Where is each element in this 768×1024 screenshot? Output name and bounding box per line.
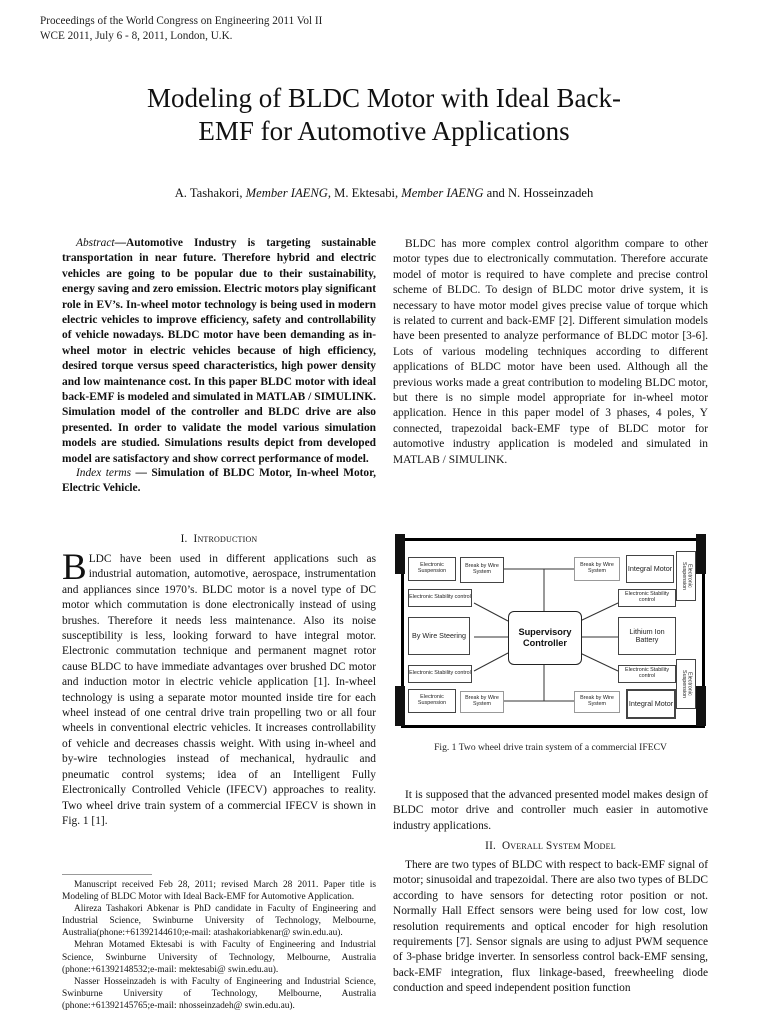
conference-line: WCE 2011, July 6 - 8, 2011, London, U.K. xyxy=(40,29,233,42)
footnote-manuscript: Manuscript received Feb 28, 2011; revised March 28 2011. Paper title is Modeling of BLDC Motor with Ideal Back-EMF for Automotive Application. xyxy=(62,880,376,903)
right-paragraph-3: There are two types of BLDC with respect to back-EMF signal of motor; sinusoidal and trapezoidal. There are also two types of BLDC according to have sensors for detecting rotor position or not. Normally Hall Effect sensors were being used for low cost, low resolution requirements and optical encoder for high resolution requirements [7]. Sensor signals are using to adjust PWM sequence of 3-phase bridge inverter. In sensorless control back-EMF sensing, back-EMF integration, flux linkage-based, freewheeling diode conduction and speed independent position function xyxy=(393,859,708,995)
abstract xyxy=(62,236,376,467)
title-line-2: EMF for Automotive Applications xyxy=(198,116,570,146)
right-paragraph-2: It is supposed that the advanced presented model makes design of BLDC motor drive and controller much easier in automotive industry applications. xyxy=(393,789,708,832)
lithium-ion-battery: Lithium Ion Battery xyxy=(618,617,676,655)
integral-motor-bottom: Integral Motor xyxy=(626,689,676,719)
break-by-wire-top-left: Break by Wire System xyxy=(460,557,504,583)
supervisory-controller: Supervisory Controller xyxy=(508,611,582,665)
break-by-wire-top-right: Break by Wire System xyxy=(574,557,620,581)
author-3: and N. Hosseinzadeh xyxy=(483,186,594,200)
title-line-1: Modeling of BLDC Motor with Ideal Back- xyxy=(147,83,621,113)
figure-1-caption: Fig. 1 Two wheel drive train system of a commercial IFECV xyxy=(434,742,667,753)
section-1-heading xyxy=(62,533,376,545)
author-2-membership: Member IAENG xyxy=(401,186,484,200)
footnote-rule xyxy=(62,874,152,875)
author-1: A. Tashakori, xyxy=(174,186,243,200)
stability-control-top-right: Electronic Stability control xyxy=(618,589,676,607)
section-1-title: Introduction xyxy=(193,533,258,545)
section-2-title: Overall System Model xyxy=(502,840,616,852)
wheel-front-left xyxy=(395,534,405,574)
footnote-author-2: Mehran Motamed Ektesabi is with Faculty of Engineering and Industrial Science, Swinburne University of Technology, Melbourne, Australia (phone:+61392148532;e-mail: mektesabi@ swin.edu.au). xyxy=(62,940,376,975)
index-terms-text: — Simulation of BLDC Motor, In-wheel Motor, Electric Vehicle. xyxy=(62,467,376,495)
footnote-author-1: Alireza Tashakori Abkenar is PhD candidate in Faculty of Engineering and Industrial Science, Swinburne University of Technology, Melbourne, Australia(phone:+61392144610;e-mail: atashakoriabkenar@ swin.edu.au). xyxy=(62,904,376,939)
wheel-rear-right xyxy=(696,686,706,726)
abstract-lead: Abstract xyxy=(76,237,115,249)
author-1-membership: Member IAENG xyxy=(245,186,328,200)
footnote-author-3: Nasser Hosseinzadeh is with Faculty of Engineering and Industrial Science, Swinburne University of Technology, Melbourne, Australia (phone:+61392145765;e-mail: nhosseinzadeh@ swin.edu.au). xyxy=(62,976,376,1011)
right-paragraph-1: BLDC has more complex control algorithm compare to other motor types due to electronically commutation. Therefore accurate model of motor is required to have complete and precise control scheme of BLDC. To design of BLDC motor drive system, it is necessary to have motor model gives precise value of torque which is related to current and back-EMF [2]. Different simulation models have been presented to analyze performance of BLDC motor [3-6]. Lots of various modeling techniques according to different applications of BLDC motor have been used. Although all the previous works made a great contribution to modeling BLDC motor, but there is no simple model appropriate for in-wheel motor application. Hence in this paper model of 3 phases, 4 poles, Y connected, trapezoidal back-EMF type of BLDC motor for automotive industry application is modeled and simulated in MATLAB / SIMULINK. xyxy=(393,238,708,466)
stability-control-bottom-right: Electronic Stability control xyxy=(618,665,676,683)
integral-motor-top: Integral Motor xyxy=(626,555,674,583)
introduction-text: LDC have been used in different applications such as industrial automation, automotive, aerospace, instrumentation and appliances since 1970’s. BLDC motor is a novel type of DC motor which commutation is done electronically instead of using brushes. Therefore it needs less maintenance. Also its noise susceptibility is less, looking forward to have integral motor. Electronic commutation technique and permanent magnet rotor cause BLDC to have immediate advantages over brushed DC motor and induction motor in electric vehicle application [1]. In-wheel technology is using a separate motor mounted inside tire for each wheel instead of one central drive train propelling two or all four wheels in conventional electric vehicles. It increases controllability of vehicle and decreases chassis weight. With using in-wheel and by-wire technologies instead of mechanical, hydraulic and pneumatic control systems; idea of an Intelligent Fully Electronically Controlled Vehicle (IFECV) approaches to reality. Two wheel drive train system of a commercial IFECV is shown in Fig. 1 [1]. xyxy=(62,553,376,827)
break-by-wire-bottom-left: Break by Wire System xyxy=(460,691,504,713)
proceedings-header xyxy=(40,14,322,43)
introduction-paragraph xyxy=(62,547,376,829)
author-2: , M. Ektesabi, xyxy=(327,186,399,200)
wheel-rear-left xyxy=(395,686,405,726)
stability-control-bottom-left: Electronic Stability control xyxy=(408,665,472,683)
section-1-number: I. xyxy=(180,533,188,545)
stability-control-top-left: Electronic Stability control xyxy=(408,589,472,607)
electronic-suspension-top-left: Electronic Suspension xyxy=(408,557,456,581)
author-list xyxy=(0,186,768,201)
drop-cap: B xyxy=(62,547,87,588)
electronic-suspension-bottom-left: Electronic Suspension xyxy=(408,689,456,713)
vehicle-chassis xyxy=(401,538,705,728)
break-by-wire-bottom-right: Break by Wire System xyxy=(574,691,620,713)
index-terms-lead: Index terms xyxy=(76,467,132,479)
footnote xyxy=(62,879,376,1012)
section-2-number: II. xyxy=(485,840,496,852)
electronic-suspension-bottom-right: Electronic Suspension xyxy=(676,659,696,709)
proceedings-line: Proceedings of the World Congress on Engineering 2011 Vol II xyxy=(40,15,323,27)
wheel-front-right xyxy=(696,534,706,574)
by-wire-steering: By Wire Steering xyxy=(408,617,470,655)
index-terms xyxy=(62,466,376,497)
paper-title xyxy=(60,82,708,148)
section-2-heading xyxy=(393,840,708,852)
electronic-suspension-top-right: Electronic Suspension xyxy=(676,551,696,601)
abstract-text: —Automotive Industry is targeting sustainable transportation in near future. Therefore hybrid and electric vehicles are going to be popular due to their sustainability, energy saving and zero emission. Electric motors play significant role in EV’s. In-wheel motor technology is being used in modern electric vehicles to improve efficiency, safety and controllability of vehicle nowadays. BLDC motor have been demanding as in-wheel motor in electric vehicles because of high efficiency, desired torque versus speed characteristics, high power density and low maintenance cost. In this paper BLDC motor with ideal back-EMF is modeled and simulated in MATLAB / SIMULINK. Simulation model of the controller and BLDC drive are also presented. In order to validate the model various simulation models are studied. Simulations results depict from developed model are satisfactory and show correct performance of model. xyxy=(62,237,376,465)
figure-1 xyxy=(393,528,708,732)
